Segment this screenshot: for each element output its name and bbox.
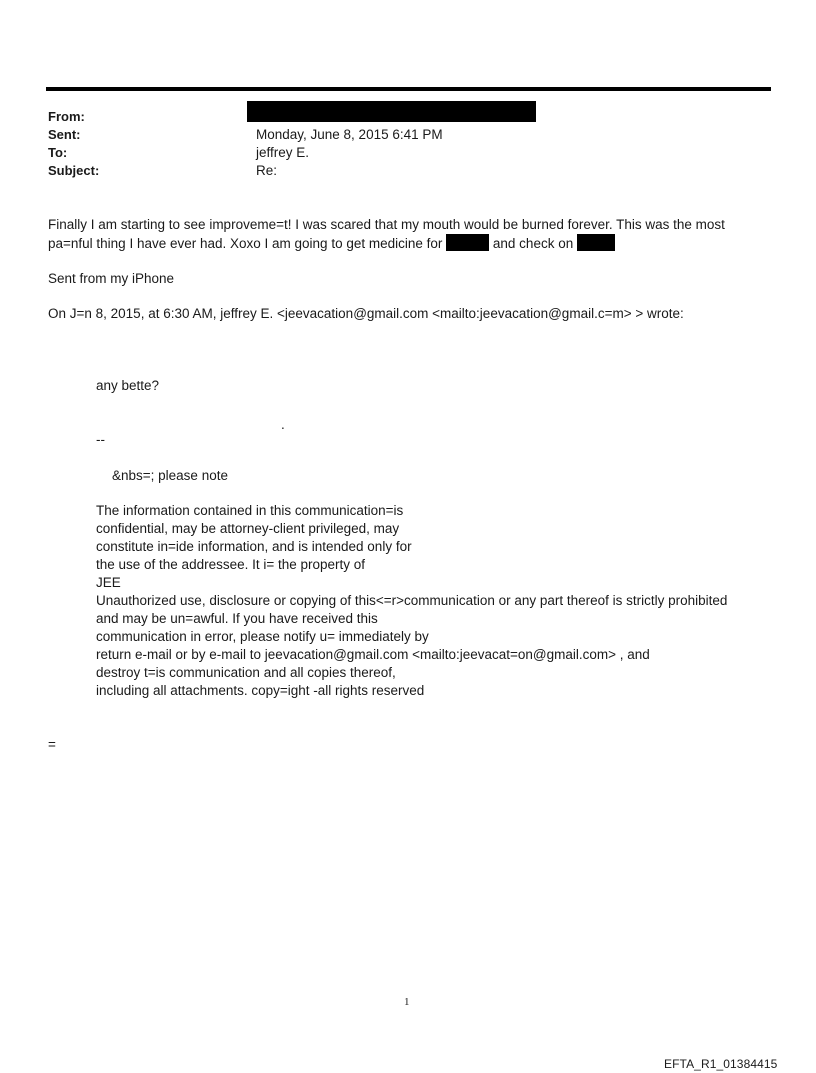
disclaimer-line: confidential, may be attorney-client privileged, may: [96, 521, 400, 536]
quoted-signature-dashes: --: [96, 432, 105, 447]
disclaimer-line: The information contained in this communication=is: [96, 503, 404, 518]
quoted-please-note: &nbs=; please note: [112, 468, 228, 483]
sent-label: Sent:: [48, 127, 81, 142]
to-label: To:: [48, 145, 68, 160]
redacted-name-1: [446, 234, 489, 251]
document-id: EFTA_R1_01384415: [664, 1057, 778, 1071]
confidentiality-disclaimer: [96, 502, 727, 700]
message-line-2-start: pa=nful thing I have ever had. Xoxo I am going to get medicine for: [48, 236, 443, 251]
from-label: From:: [48, 109, 85, 124]
disclaimer-line: return e-mail or by e-mail to jeevacation@gmail.com <mailto:jeevacat=on@gmail.com> , and: [96, 647, 650, 662]
to-value: jeffrey E.: [256, 145, 310, 160]
disclaimer-line: and may be un=awful. If you have received this: [96, 611, 378, 626]
disclaimer-line: destroy t=is communication and all copies thereof,: [96, 665, 396, 680]
sent-from-signature: Sent from my iPhone: [48, 271, 175, 286]
message-line-2-end: and check on: [492, 236, 574, 251]
disclaimer-line: JEE: [96, 575, 121, 590]
disclaimer-line: constitute in=ide information, and is intended only for: [96, 539, 412, 554]
redacted-sender: [247, 101, 536, 122]
trailing-equals: =: [48, 737, 56, 752]
sent-value: Monday, June 8, 2015 6:41 PM: [256, 127, 443, 142]
subject-label: Subject:: [48, 163, 100, 178]
disclaimer-line: including all attachments. copy=ight -all rights reserved: [96, 683, 425, 698]
page-number: 1: [404, 996, 410, 1008]
quote-header: On J=n 8, 2015, at 6:30 AM, jeffrey E. <jeevacation@gmail.com <mailto:jeevacation@gmail.c=m> > wrote:: [48, 306, 684, 321]
quoted-dot: .: [281, 417, 285, 432]
header-rule: [46, 87, 771, 91]
disclaimer-line: Unauthorized use, disclosure or copying of this<=r>communication or any part thereof is strictly prohibited: [96, 593, 728, 608]
message-line-2: [48, 234, 778, 253]
disclaimer-line: the use of the addressee. It i= the property of: [96, 557, 366, 572]
quoted-any-better: any bette?: [96, 378, 160, 393]
message-line-1: Finally I am starting to see improveme=t! I was scared that my mouth would be burned forever. This was the most: [48, 217, 725, 232]
disclaimer-line: communication in error, please notify u= immediately by: [96, 629, 429, 644]
redacted-name-2: [577, 234, 615, 251]
subject-value: Re:: [256, 163, 278, 178]
message-paragraph: [48, 216, 778, 253]
